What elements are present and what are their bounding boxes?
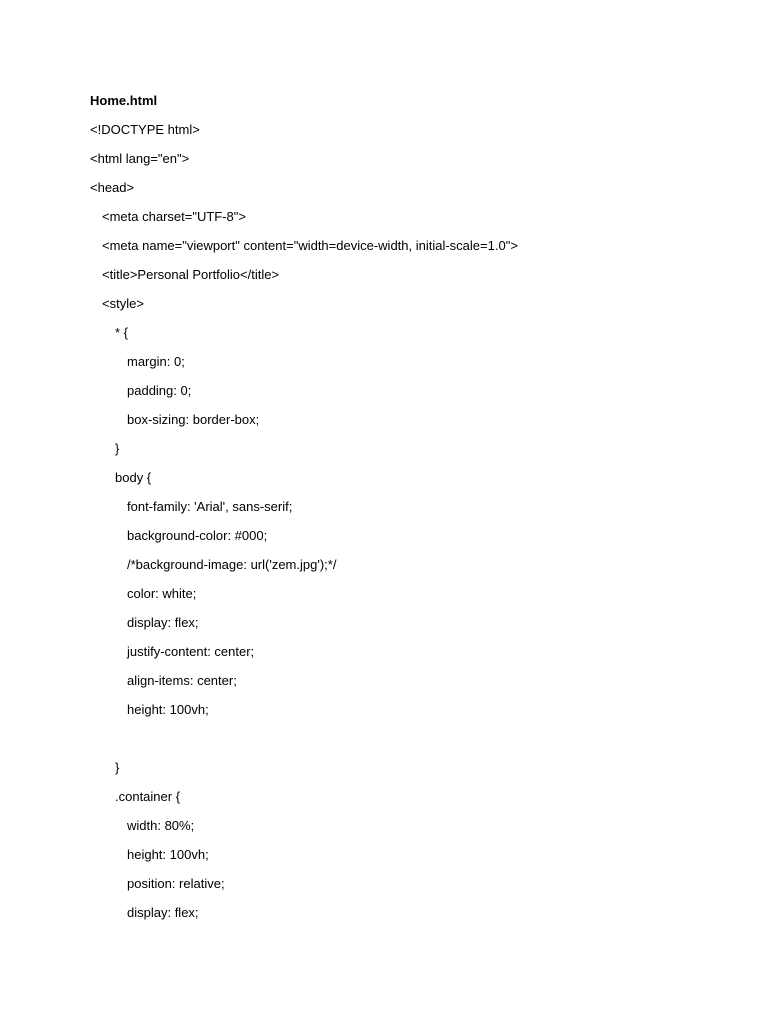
code-block <box>90 122 518 934</box>
code-line: height: 100vh; <box>127 847 209 862</box>
code-line: display: flex; <box>127 905 199 920</box>
code-line: <html lang="en"> <box>90 151 190 166</box>
code-line <box>90 731 518 760</box>
code-line: padding: 0; <box>127 383 192 398</box>
code-line: <meta name="viewport" content="width=device-width, initial-scale=1.0"> <box>102 238 518 253</box>
code-line: position: relative; <box>127 876 225 891</box>
code-line: <head> <box>90 180 135 195</box>
code-line: <!DOCTYPE html> <box>90 122 200 137</box>
code-line: <title>Personal Portfolio</title> <box>102 267 280 282</box>
code-line: color: white; <box>127 586 197 601</box>
code-line: background-color: #000; <box>127 528 268 543</box>
code-line: justify-content: center; <box>127 644 255 659</box>
code-line: } <box>115 760 120 775</box>
code-line: .container { <box>115 789 181 804</box>
code-line: box-sizing: border-box; <box>127 412 260 427</box>
code-line: display: flex; <box>127 615 199 630</box>
code-line: <meta charset="UTF-8"> <box>102 209 246 224</box>
code-line: body { <box>115 470 152 485</box>
code-line: } <box>115 441 120 456</box>
code-line: margin: 0; <box>127 354 185 369</box>
code-line: height: 100vh; <box>127 702 209 717</box>
code-line: font-family: 'Arial', sans-serif; <box>127 499 293 514</box>
code-line: * { <box>115 325 129 340</box>
code-line: align-items: center; <box>127 673 237 688</box>
code-line: <style> <box>102 296 144 311</box>
code-line: /*background-image: url('zem.jpg');*/ <box>127 557 337 572</box>
file-heading: Home.html <box>90 93 158 108</box>
code-line: width: 80%; <box>127 818 195 833</box>
